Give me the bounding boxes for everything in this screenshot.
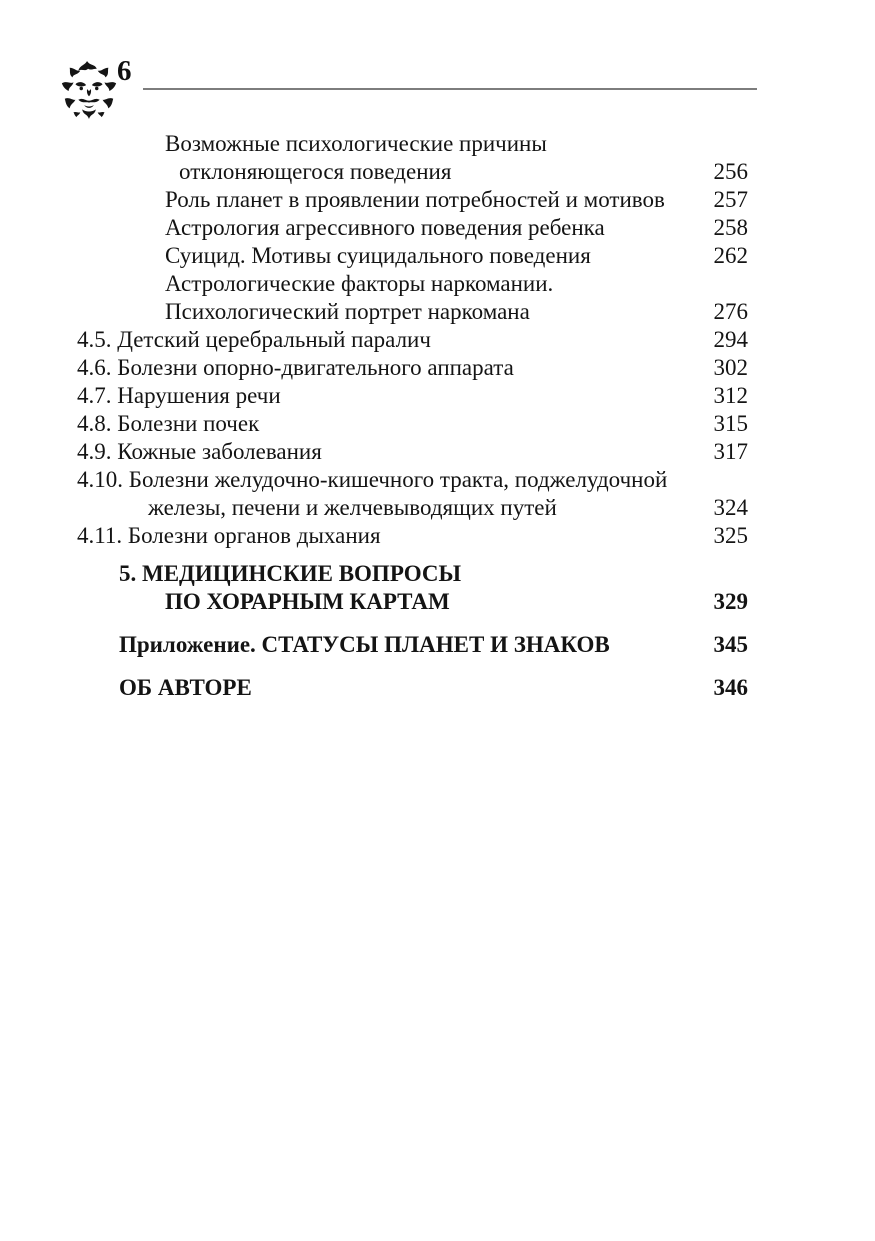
toc-entry-page: 256: [713, 159, 748, 184]
toc-line: 4.6. Болезни опорно-двигательного аппарата: [77, 355, 514, 380]
toc-entry-page: 329: [713, 589, 748, 614]
toc-entry: [77, 631, 748, 659]
header-rule: [143, 88, 757, 90]
toc-line: 4.7. Нарушения речи: [77, 383, 281, 408]
toc-entry-page: 258: [713, 215, 748, 240]
toc-entry-title: [77, 214, 694, 242]
table-of-contents: [77, 130, 748, 702]
toc-entry: [77, 674, 748, 702]
toc-entry-title: [77, 270, 694, 326]
toc-entry-title: [77, 130, 694, 186]
toc-line: 4.8. Болезни почек: [77, 411, 260, 436]
toc-entry-title: [77, 326, 694, 354]
toc-entry: [77, 438, 748, 466]
toc-entry-page: 262: [713, 243, 748, 268]
toc-entry: [77, 130, 748, 186]
toc-entry-title: [77, 560, 694, 616]
lion-face-ornament-icon: [58, 58, 120, 122]
toc-line: железы, печени и желчевыводящих путей: [148, 495, 557, 520]
toc-line: 4.5. Детский церебральный паралич: [77, 327, 431, 352]
toc-entry-title: [77, 674, 694, 702]
toc-line: 4.11. Болезни органов дыхания: [77, 523, 381, 548]
toc-entry-page: 345: [713, 632, 748, 657]
toc-entry: [77, 410, 748, 438]
toc-line: Суицид. Мотивы суицидального поведения: [165, 243, 591, 268]
toc-line: отклоняющегося поведения: [179, 159, 452, 184]
toc-entry: [77, 270, 748, 326]
toc-entry-page: 324: [713, 495, 748, 520]
toc-entry: [77, 382, 748, 410]
toc-line: Астрологические факторы наркомании.: [165, 271, 554, 296]
toc-entry: [77, 466, 748, 522]
toc-entry-page: 325: [713, 523, 748, 548]
page-number: 6: [117, 55, 132, 87]
toc-entry-title: [77, 438, 694, 466]
toc-entry-page: 302: [713, 355, 748, 380]
toc-line: Приложение. СТАТУСЫ ПЛАНЕТ И ЗНАКОВ: [119, 632, 610, 657]
toc-line: ОБ АВТОРЕ: [119, 675, 252, 700]
toc-entry-title: [77, 354, 694, 382]
toc-entry-page: 312: [713, 383, 748, 408]
toc-line: 4.10. Болезни желудочно-кишечного тракта, поджелудочной: [77, 467, 668, 492]
toc-entry-title: [77, 242, 694, 270]
toc-entry-page: 276: [713, 299, 748, 324]
toc-line: Психологический портрет наркомана: [165, 299, 530, 324]
toc-line: Возможные психологические причины: [165, 131, 547, 156]
toc-line: Астрология агрессивного поведения ребенка: [165, 215, 605, 240]
toc-entry-title: [77, 522, 694, 550]
toc-entry-title: [77, 382, 694, 410]
toc-entry: [77, 186, 748, 214]
toc-line: Роль планет в проявлении потребностей и мотивов: [165, 187, 665, 212]
toc-entry-page: 294: [713, 327, 748, 352]
toc-line: ПО ХОРАРНЫМ КАРТАМ: [165, 589, 450, 614]
toc-entry: [77, 522, 748, 550]
toc-entry: [77, 326, 748, 354]
toc-entry: [77, 354, 748, 382]
toc-entry-page: 315: [713, 411, 748, 436]
toc-entry: [77, 560, 748, 616]
toc-entry-title: [77, 466, 694, 522]
toc-entry: [77, 242, 748, 270]
toc-entry: [77, 214, 748, 242]
toc-entry-title: [77, 631, 694, 659]
toc-line: 4.9. Кожные заболевания: [77, 439, 322, 464]
toc-entry-title: [77, 186, 694, 214]
toc-entry-page: 346: [713, 675, 748, 700]
toc-entry-page: 257: [713, 187, 748, 212]
toc-entry-page: 317: [713, 439, 748, 464]
toc-line: 5. МЕДИЦИНСКИЕ ВОПРОСЫ: [119, 561, 462, 586]
toc-entry-title: [77, 410, 694, 438]
